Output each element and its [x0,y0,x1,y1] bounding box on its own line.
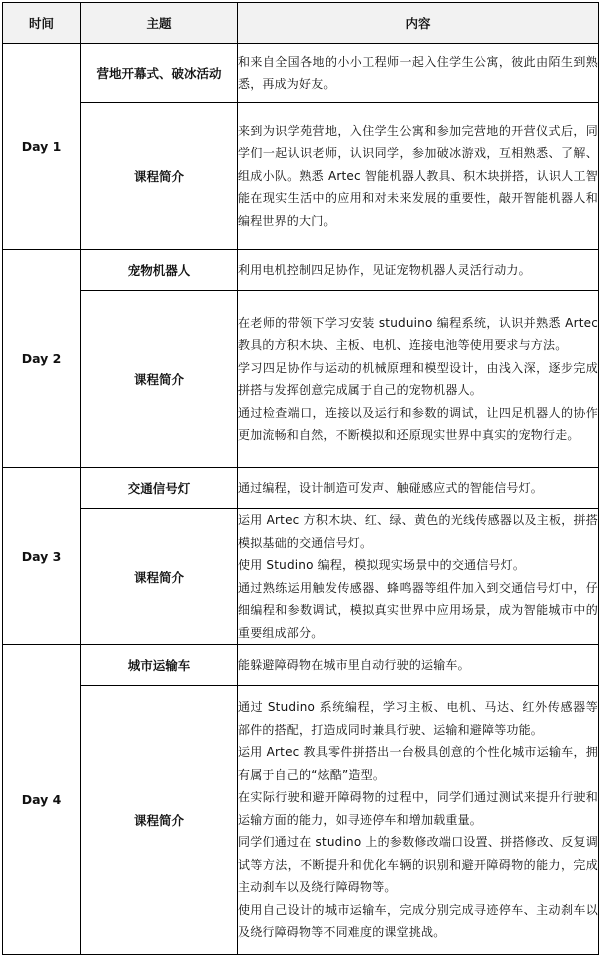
header-topic: 主题 [81,3,238,44]
day2-activity-topic: 宠物机器人 [81,250,238,291]
day1-activity-topic: 营地开幕式、破冰活动 [81,44,238,103]
day4-label: Day 4 [3,645,81,955]
day4-course-row [3,686,599,955]
day3-label: Day 3 [3,468,81,645]
day2-course-topic: 课程简介 [81,291,238,468]
day2-course-para-3: 通过检查端口，连接以及运行和参数的调试，让四足机器人的协作更加流畅和自然，不断模拟和还原现实世界中真实的宠物行走。 [238,405,598,442]
day4-activity-text: 能躲避障碍物在城市里自动行驶的运输车。 [238,645,599,686]
day4-course-content [238,686,599,955]
day2-activity-row [3,250,599,291]
header-time: 时间 [3,3,81,44]
day3-activity-topic: 交通信号灯 [81,468,238,509]
schedule-table [2,2,599,955]
day1-course-row [3,103,599,250]
day4-course-para-4: 同学们通过在 studino 上的参数修改端口设置、拼搭修改、反复调试等方法，不断提升和优化车辆的识别和避开障碍物的能力，完成主动刹车以及绕行障碍物等。 [238,835,598,895]
day1-course-content [238,103,599,250]
day1-label: Day 1 [3,44,81,250]
day3-course-para-3: 通过熟练运用触发传感器、蜂鸣器等组件加入到交通信号灯中，仔细编程和参数调试，模拟真实世界中应用场景，成为智能城市中的重要组成部分。 [238,580,598,640]
day4-course-para-3: 在实际行驶和避开障碍物的过程中，同学们通过测试来提升行驶和运输方面的能力，如寻迹停车和增加载重量。 [238,790,598,827]
day1-course-para-1: 来到为识学苑营地，入住学生公寓和参加完营地的开营仪式后，同学们一起认识老师，认识同学，参加破冰游戏，互相熟悉、了解、组成小队。熟悉 Artec 智能机器人教具、积木块拼搭，认识人工智能在现实生活中的应用和对未来发展的重要性，敲开智能机器人和编程世界的大门。 [238,123,598,228]
day4-activity-topic: 城市运输车 [81,645,238,686]
day2-label: Day 2 [3,250,81,468]
day1-course-topic: 课程简介 [81,103,238,250]
day3-course-content [238,509,599,645]
day2-course-para-1: 在老师的带领下学习安装 studuino 编程系统，认识并熟悉 Artec 教具的方积木块、主板、电机、连接电池等使用要求与方法。 [238,315,598,352]
day3-activity-text: 通过编程，设计制造可发声、触碰感应式的智能信号灯。 [238,468,599,509]
day3-course-para-1: 运用 Artec 方积木块、红、绿、黄色的光线传感器以及主板，拼搭模拟基础的交通信号灯。 [238,513,598,550]
day3-course-para-2: 使用 Studino 编程，模拟现实场景中的交通信号灯。 [238,558,526,572]
day3-course-row [3,509,599,645]
day2-activity-text: 利用电机控制四足协作，见证宠物机器人灵活行动力。 [238,250,599,291]
day4-course-para-5: 使用自己设计的城市运输车，完成分别完成寻迹停车、主动刹车以及绕行障碍物等不同难度的课堂挑战。 [238,902,598,940]
day3-activity-row [3,468,599,509]
day3-course-topic: 课程简介 [81,509,238,645]
header-content: 内容 [238,3,599,44]
day1-activity-text: 和来自全国各地的小小工程师一起入住学生公寓，彼此由陌生到熟悉，再成为好友。 [238,44,599,103]
day2-course-row [3,291,599,468]
day4-course-topic: 课程简介 [81,686,238,955]
header-row [3,3,599,44]
day4-course-para-1: 通过 Studino 系统编程，学习主板、电机、马达、红外传感器等部件的搭配，打造成同时兼具行驶、运输和避障等功能。 [238,700,598,737]
day2-course-content [238,291,599,468]
day2-course-para-2: 学习四足协作与运动的机械原理和模型设计，由浅入深，逐步完成拼搭与发挥创意完成属于自己的宠物机器人。 [238,360,598,397]
day1-activity-row [3,44,599,103]
day4-activity-row [3,645,599,686]
day4-course-para-2: 运用 Artec 教具零件拼搭出一台极具创意的个性化城市运输车，拥有属于自己的“炫酷”造型。 [238,745,598,782]
